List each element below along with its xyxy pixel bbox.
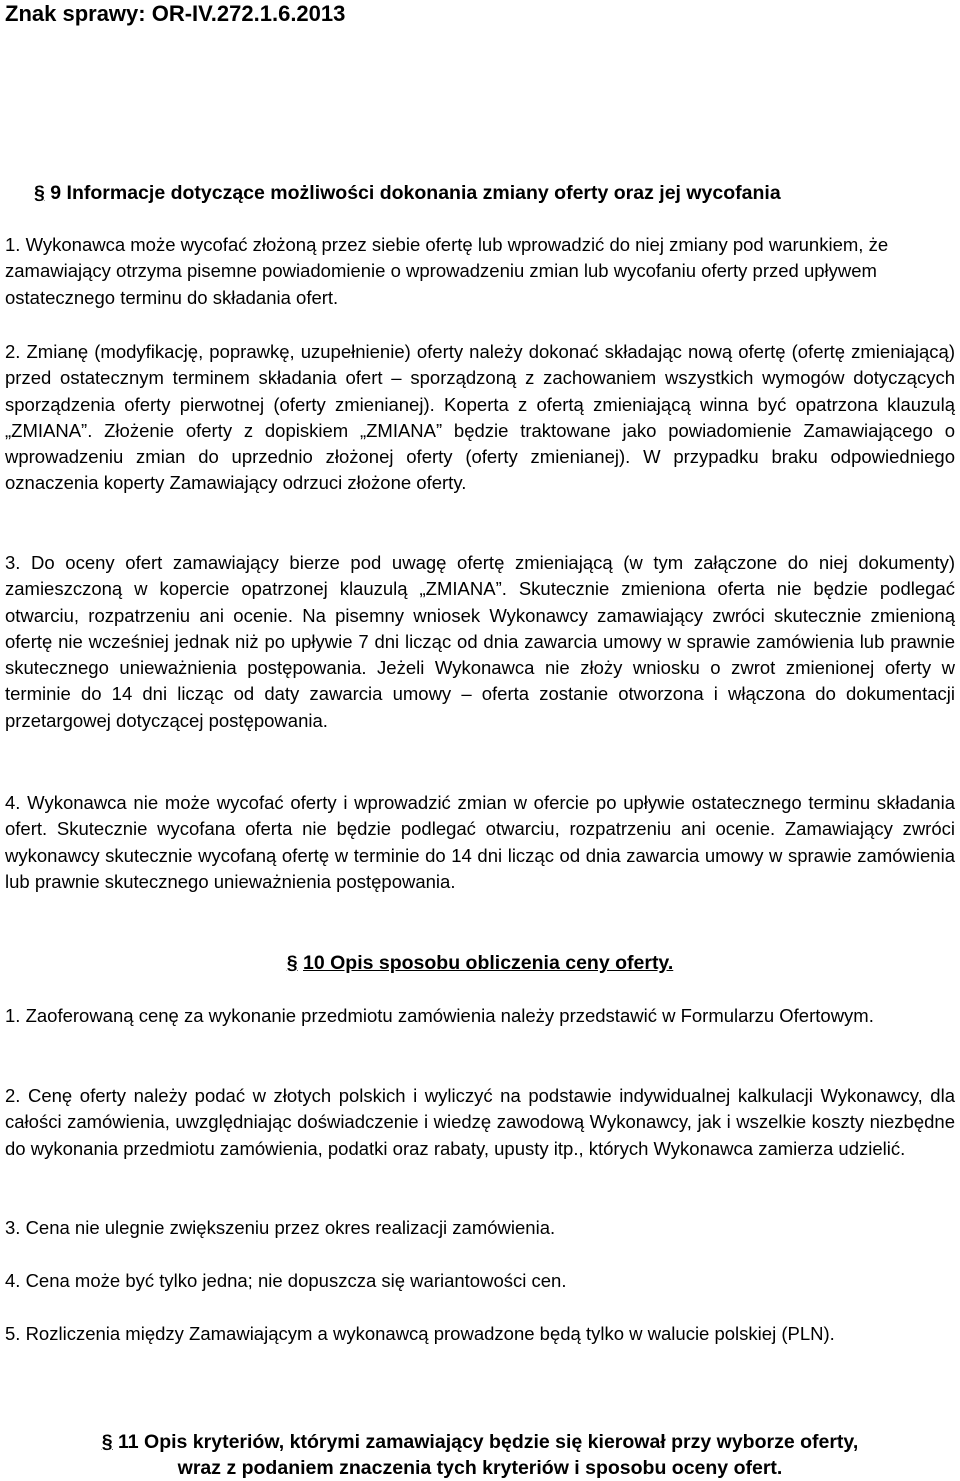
section-10-paragraph-5: 5. Rozliczenia między Zamawiającym a wykonawcą prowadzone będą tylko w walucie polskiej (PLN). xyxy=(5,1323,835,1344)
section-10-heading xyxy=(0,950,960,976)
section-10-paragraph-2: 2. Cenę oferty należy podać w złotych polskich i wyliczyć na podstawie indywidualnej kalkulacji Wykonawcy, dla całości zamówienia, uwzględniając doświadczenie i wiedzę zawodową Wykonawcy, jak i wszelkie koszty niezbędne do wykonania przedmiotu zamówienia, podatki oraz rabaty, upusty itp., których Wykonawca zamierza udzielić. xyxy=(5,1085,955,1159)
section-11-heading xyxy=(0,1429,960,1481)
section-10-paragraph-4: 4. Cena może być tylko jedna; nie dopuszcza się wariantowości cen. xyxy=(5,1270,567,1291)
section-9-paragraph-3: 3. Do oceny ofert zamawiający bierze pod uwagę ofertę zmieniającą (w tym załączone do niej dokumenty) zamieszczoną w kopercie opatrzonej klauzulą „ZMIANA”. Skutecznie zmieniona oferta nie będzie podlegać otwarciu, rozpatrzeniu ani ocenie. Na pisemny wniosek Wykonawcy zamawiający zwróci skutecznie zmienioną ofertę nie wcześniej jednak niż po upływie 7 dni licząc od dnia zawarcia umowy w sprawie zamówienia lub prawnie skutecznego unieważnienia postępowania. Jeżeli Wykonawca nie złoży wniosku o zwrot zmienionej oferty w terminie do 14 dni licząc od daty zawarcia umowy – oferta zostanie otworzona i włączona do dokumentacji przetargowej dotyczącej postępowania. xyxy=(5,552,955,731)
section-symbol: § xyxy=(101,1431,113,1453)
section-11-title-line-2: wraz z podaniem znaczenia tych kryteriów i sposobu oceny ofert. xyxy=(177,1457,783,1479)
section-10-paragraph-1: 1. Zaoferowaną cenę za wykonanie przedmiotu zamówienia należy przedstawić w Formularzu Ofertowym. xyxy=(5,1005,874,1026)
section-9-paragraph-1: 1. Wykonawca może wycofać złożoną przez siebie ofertę lub wprowadzić do niej zmiany pod warunkiem, że zamawiający otrzyma pisemne powiadomienie o wprowadzeniu zmian lub wycofaniu oferty przed upływem ostatecznego terminu do składania ofert. xyxy=(5,234,889,308)
section-9-paragraph-2: 2. Zmianę (modyfikację, poprawkę, uzupełnienie) oferty należy dokonać składając nową ofertę (ofertę zmieniającą) przed ostatecznym terminem składania ofert – sporządzoną z zachowaniem wszystkich wymogów dotyczących sporządzenia oferty pierwotnej (oferty zmienianej). Koperta z ofertą zmieniającą winna być opatrzona klauzulą „ZMIANA”. Złożenie oferty z dopiskiem „ZMIANA” będzie traktowane jako powiadomienie Zamawiającego o wprowadzeniu zmian do uprzednio złożonej oferty (oferty zmienianej). W przypadku braku odpowiedniego oznaczenia koperty Zamawiający odrzuci złożone oferty. xyxy=(5,341,955,494)
section-10-title: 10 Opis sposobu obliczenia ceny oferty. xyxy=(303,952,674,974)
section-11-title-part-1: 11 Opis kryteriów, którymi zamawiający będzie się kierował przy wyborze oferty, xyxy=(118,1431,859,1453)
section-9-title: 9 Informacje dotyczące możliwości dokonania zmiany oferty oraz jej wycofania xyxy=(50,182,781,204)
case-number: Znak sprawy: OR-IV.272.1.6.2013 xyxy=(5,1,346,26)
section-11-title-line-1 xyxy=(0,1429,960,1455)
section-symbol: § xyxy=(34,182,45,204)
section-9-paragraph-4: 4. Wykonawca nie może wycofać oferty i wprowadzić zmian w ofercie po upływie ostatecznego terminu składania ofert. Skutecznie wycofana oferta nie będzie podlegać otwarciu, rozpatrzeniu ani ocenie. Zamawiający zwróci wykonawcy skutecznie wycofaną ofertę w terminie do 14 dni licząc od dnia zawarcia umowy w sprawie zamówienia lub prawnie skutecznego unieważnienia postępowania. xyxy=(5,792,955,892)
section-symbol: § xyxy=(286,952,298,974)
section-10-paragraph-3: 3. Cena nie ulegnie zwiększeniu przez okres realizacji zamówienia. xyxy=(5,1217,556,1238)
section-9-heading xyxy=(34,180,781,206)
